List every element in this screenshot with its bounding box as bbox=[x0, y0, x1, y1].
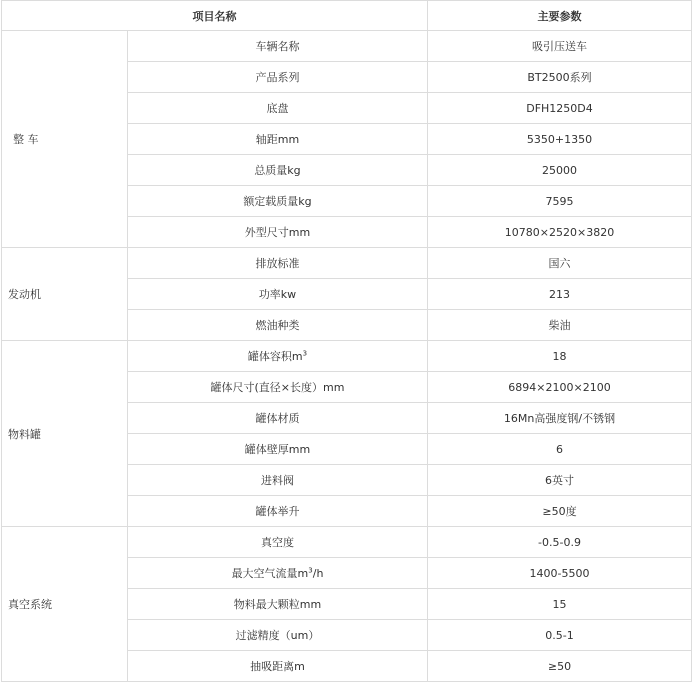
row-value: BT2500系列 bbox=[428, 62, 692, 93]
row-value: 10780×2520×3820 bbox=[428, 217, 692, 248]
header-row bbox=[2, 1, 692, 31]
group-label-vacuum-system: 真空系统 bbox=[2, 527, 128, 682]
row-value: 5350+1350 bbox=[428, 124, 692, 155]
row-label: 最大空气流量m bbox=[231, 567, 309, 580]
row-label: 底盘 bbox=[128, 93, 428, 124]
row-label: 罐体举升 bbox=[128, 496, 428, 527]
row-label: 罐体尺寸(直径×长度）mm bbox=[128, 372, 428, 403]
row-label: 真空度 bbox=[128, 527, 428, 558]
row-value: 16Mn高强度钢/不锈钢 bbox=[428, 403, 692, 434]
row-value: -0.5-0.9 bbox=[428, 527, 692, 558]
row-label: 抽吸距离m bbox=[128, 651, 428, 682]
row-value: 1400-5500 bbox=[428, 558, 692, 589]
row-label-cell bbox=[128, 341, 428, 372]
row-label: 物料最大颗粒mm bbox=[128, 589, 428, 620]
row-label-cell bbox=[128, 558, 428, 589]
row-value: 柴油 bbox=[428, 310, 692, 341]
row-value: 0.5-1 bbox=[428, 620, 692, 651]
row-value: 213 bbox=[428, 279, 692, 310]
row-value: 15 bbox=[428, 589, 692, 620]
row-label: 外型尺寸mm bbox=[128, 217, 428, 248]
row-value: 25000 bbox=[428, 155, 692, 186]
table-row bbox=[2, 527, 692, 558]
table-row bbox=[2, 341, 692, 372]
group-label-vehicle: 整 车 bbox=[2, 31, 128, 248]
row-value: 18 bbox=[428, 341, 692, 372]
row-label: 车辆名称 bbox=[128, 31, 428, 62]
row-value: 6英寸 bbox=[428, 465, 692, 496]
row-label: 进料阀 bbox=[128, 465, 428, 496]
row-label: 燃油种类 bbox=[128, 310, 428, 341]
row-label: 排放标准 bbox=[128, 248, 428, 279]
header-main-params: 主要参数 bbox=[428, 1, 692, 31]
row-label: 轴距mm bbox=[128, 124, 428, 155]
row-value: ≥50度 bbox=[428, 496, 692, 527]
row-label: 产品系列 bbox=[128, 62, 428, 93]
row-label: 罐体容积m bbox=[247, 350, 303, 363]
group-label-material-tank: 物料罐 bbox=[2, 341, 128, 527]
spec-table bbox=[1, 0, 692, 682]
row-label: 功率kw bbox=[128, 279, 428, 310]
row-label: 罐体材质 bbox=[128, 403, 428, 434]
row-label: 罐体壁厚mm bbox=[128, 434, 428, 465]
row-label: 过滤精度（um） bbox=[128, 620, 428, 651]
row-value: 7595 bbox=[428, 186, 692, 217]
row-label: 额定载质量kg bbox=[128, 186, 428, 217]
table-row bbox=[2, 248, 692, 279]
row-value: 国六 bbox=[428, 248, 692, 279]
header-item-name: 项目名称 bbox=[2, 1, 428, 31]
group-label-engine: 发动机 bbox=[2, 248, 128, 341]
superscript: 3 bbox=[302, 349, 308, 358]
row-value: ≥50 bbox=[428, 651, 692, 682]
row-label-tail: /h bbox=[312, 567, 324, 580]
table-row bbox=[2, 31, 692, 62]
row-value: 6 bbox=[428, 434, 692, 465]
row-label: 总质量kg bbox=[128, 155, 428, 186]
row-value: DFH1250D4 bbox=[428, 93, 692, 124]
row-value: 吸引压送车 bbox=[428, 31, 692, 62]
superscript: 3 bbox=[308, 566, 313, 575]
row-value: 6894×2100×2100 bbox=[428, 372, 692, 403]
